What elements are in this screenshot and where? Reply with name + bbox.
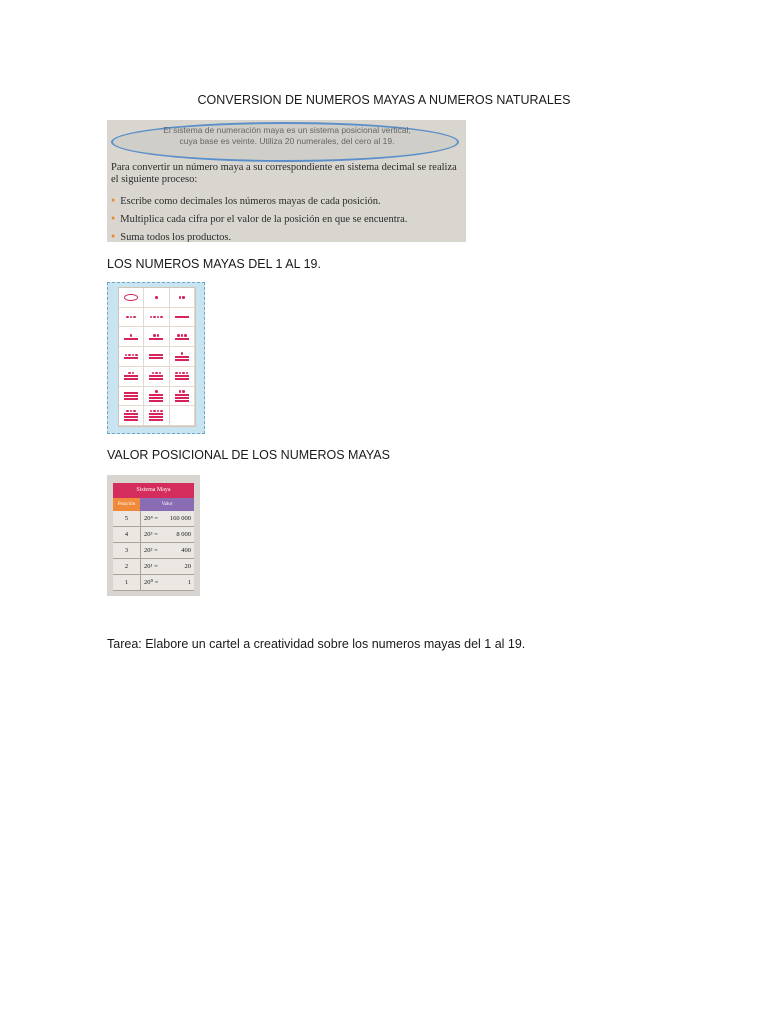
bar-symbol (124, 357, 138, 359)
dot-symbol (177, 334, 180, 337)
table-row (113, 559, 194, 575)
definition-line-2: cuya base es veinte. Utiliza 20 numerales, del cero al 19. (179, 136, 395, 146)
dot-symbol (181, 352, 184, 355)
table-title: Sistema Maya (113, 483, 194, 498)
dot-group (126, 316, 137, 319)
table-header (113, 498, 194, 511)
dot-symbol (179, 372, 182, 375)
section-heading-maya-numbers: LOS NUMEROS MAYAS DEL 1 AL 19. (107, 257, 321, 271)
bar-symbol (124, 398, 138, 400)
dot-symbol (128, 354, 131, 357)
section-heading-positional-value: VALOR POSICIONAL DE LOS NUMEROS MAYAS (107, 448, 390, 462)
maya-numeral-cell (170, 367, 195, 387)
bar-symbol (175, 378, 189, 380)
process-step: ● Escribe como decimales los números mayas de cada posición. (111, 192, 407, 210)
bar-symbol (175, 375, 189, 377)
bar-symbol (149, 400, 163, 402)
dot-symbol (155, 372, 158, 375)
maya-numeral-cell (119, 327, 144, 347)
dot-symbol (125, 354, 128, 357)
dot-group (155, 390, 159, 393)
power-cell: 20³ = (144, 531, 158, 538)
power-cell: 20¹ = (144, 563, 158, 570)
bar-symbol (149, 413, 163, 415)
bar-symbol (175, 359, 189, 361)
maya-numeral-cell (170, 327, 195, 347)
bar-symbol (124, 375, 138, 377)
value-cell: 400 (181, 547, 191, 554)
bar-symbol (175, 400, 189, 402)
page-title: CONVERSION DE NUMEROS MAYAS A NUMEROS NATURALES (197, 93, 571, 107)
process-steps (111, 192, 407, 242)
dot-group (155, 296, 159, 299)
maya-numbers-grid (118, 287, 196, 427)
maya-numeral-cell (144, 406, 169, 426)
power-cell: 20⁰ = (144, 579, 159, 586)
bar-symbol (175, 394, 189, 396)
bar-symbol (175, 316, 189, 318)
dot-symbol (157, 316, 160, 319)
dot-symbol (159, 372, 162, 375)
definition-line-1: El sistema de numeración maya es un sistema posicional vertical, (163, 125, 411, 135)
dot-group (178, 390, 185, 393)
dot-symbol (153, 410, 156, 413)
dot-group (180, 352, 184, 355)
maya-numeral-cell (170, 406, 195, 426)
bar-symbol (149, 375, 163, 377)
dot-symbol (130, 316, 133, 319)
bar-symbol (149, 357, 163, 359)
bar-symbol (124, 395, 138, 397)
position-cell: 2 (113, 559, 141, 574)
dot-group (124, 354, 138, 357)
position-cell: 1 (113, 575, 141, 590)
dot-symbol (133, 410, 136, 413)
dot-symbol (130, 334, 133, 337)
bar-symbol (149, 419, 163, 421)
dot-symbol (132, 354, 135, 357)
column-header-value: Valor (140, 498, 194, 511)
position-cell: 4 (113, 527, 141, 542)
dot-symbol (126, 410, 129, 413)
dot-symbol (153, 334, 156, 337)
dot-symbol (182, 372, 185, 375)
maya-numeral-cell (119, 308, 144, 328)
maya-numeral-cell (119, 406, 144, 426)
bar-symbol (149, 416, 163, 418)
dot-group (149, 410, 163, 413)
dot-group (149, 316, 163, 319)
bar-symbol (175, 397, 189, 399)
maya-numeral-cell (144, 288, 169, 308)
table-row (113, 511, 194, 527)
dot-symbol (175, 372, 178, 375)
shell-symbol (124, 294, 138, 301)
bar-symbol (149, 397, 163, 399)
dot-symbol (155, 296, 158, 299)
dot-symbol (128, 372, 131, 375)
dot-symbol (130, 410, 133, 413)
position-cell: 5 (113, 511, 141, 526)
dot-symbol (155, 390, 158, 393)
dot-symbol (184, 334, 187, 337)
dot-symbol (153, 316, 156, 319)
maya-numeral-cell (144, 347, 169, 367)
positional-value-table-image (107, 475, 200, 596)
process-step: ● Multiplica cada cifra por el valor de la posición en que se encuentra. (111, 210, 407, 228)
homework-task: Tarea: Elabore un cartel a creatividad sobre los numeros mayas del 1 al 19. (107, 637, 526, 651)
maya-numeral-cell (170, 308, 195, 328)
dot-symbol (157, 334, 160, 337)
bar-symbol (175, 356, 189, 358)
dot-group (151, 372, 162, 375)
dot-symbol (157, 410, 160, 413)
power-cell: 20² = (144, 547, 158, 554)
maya-numeral-cell (144, 367, 169, 387)
table-row (113, 543, 194, 559)
maya-numeral-cell (144, 327, 169, 347)
dot-symbol (133, 316, 136, 319)
dot-symbol (132, 372, 135, 375)
bar-symbol (124, 419, 138, 421)
maya-numeral-cell (170, 347, 195, 367)
dot-group (177, 334, 188, 337)
maya-numeral-cell (170, 288, 195, 308)
value-cell: 160 000 (169, 515, 191, 522)
dot-symbol (182, 296, 185, 299)
bar-symbol (124, 392, 138, 394)
definition-text (137, 125, 437, 147)
dot-symbol (186, 372, 189, 375)
position-cell: 3 (113, 543, 141, 558)
bar-symbol (149, 394, 163, 396)
dot-group (129, 334, 133, 337)
process-intro: Para convertir un número maya a su correspondiente en sistema decimal se realiza el siguiente proceso: (111, 162, 457, 185)
dot-group (126, 410, 137, 413)
maya-numeral-cell (170, 387, 195, 407)
bar-symbol (124, 413, 138, 415)
value-cell: 1 (187, 579, 191, 586)
maya-numeral-cell (119, 387, 144, 407)
power-cell: 20⁴ = (144, 515, 159, 522)
dot-group (128, 372, 135, 375)
table-row (113, 527, 194, 543)
bar-symbol (124, 378, 138, 380)
bar-symbol (149, 378, 163, 380)
textbook-excerpt-image (107, 120, 466, 242)
dot-symbol (179, 390, 182, 393)
maya-numeral-cell (119, 367, 144, 387)
table-row (113, 575, 194, 591)
dot-symbol (150, 410, 153, 413)
dot-symbol (160, 410, 163, 413)
dot-symbol (179, 296, 182, 299)
value-cell: 8 000 (176, 531, 191, 538)
bar-symbol (175, 338, 189, 340)
table-body (113, 511, 194, 591)
dot-symbol (135, 354, 138, 357)
bar-symbol (124, 338, 138, 340)
maya-numeral-cell (119, 347, 144, 367)
maya-numeral-cell (144, 387, 169, 407)
bar-symbol (149, 338, 163, 340)
maya-numeral-cell (144, 308, 169, 328)
value-cell: 20 (184, 563, 191, 570)
maya-numbers-chart (107, 282, 205, 434)
dot-symbol (152, 372, 155, 375)
dot-symbol (126, 316, 129, 319)
dot-symbol (160, 316, 163, 319)
dot-symbol (181, 334, 184, 337)
dot-symbol (150, 316, 153, 319)
process-step: ● Suma todos los productos. (111, 228, 407, 242)
bar-symbol (124, 416, 138, 418)
dot-group (178, 296, 185, 299)
bar-symbol (149, 354, 163, 356)
dot-group (175, 372, 189, 375)
dot-symbol (182, 390, 185, 393)
maya-numeral-cell (119, 288, 144, 308)
dot-group (153, 334, 160, 337)
column-header-position: Posición (113, 498, 140, 511)
